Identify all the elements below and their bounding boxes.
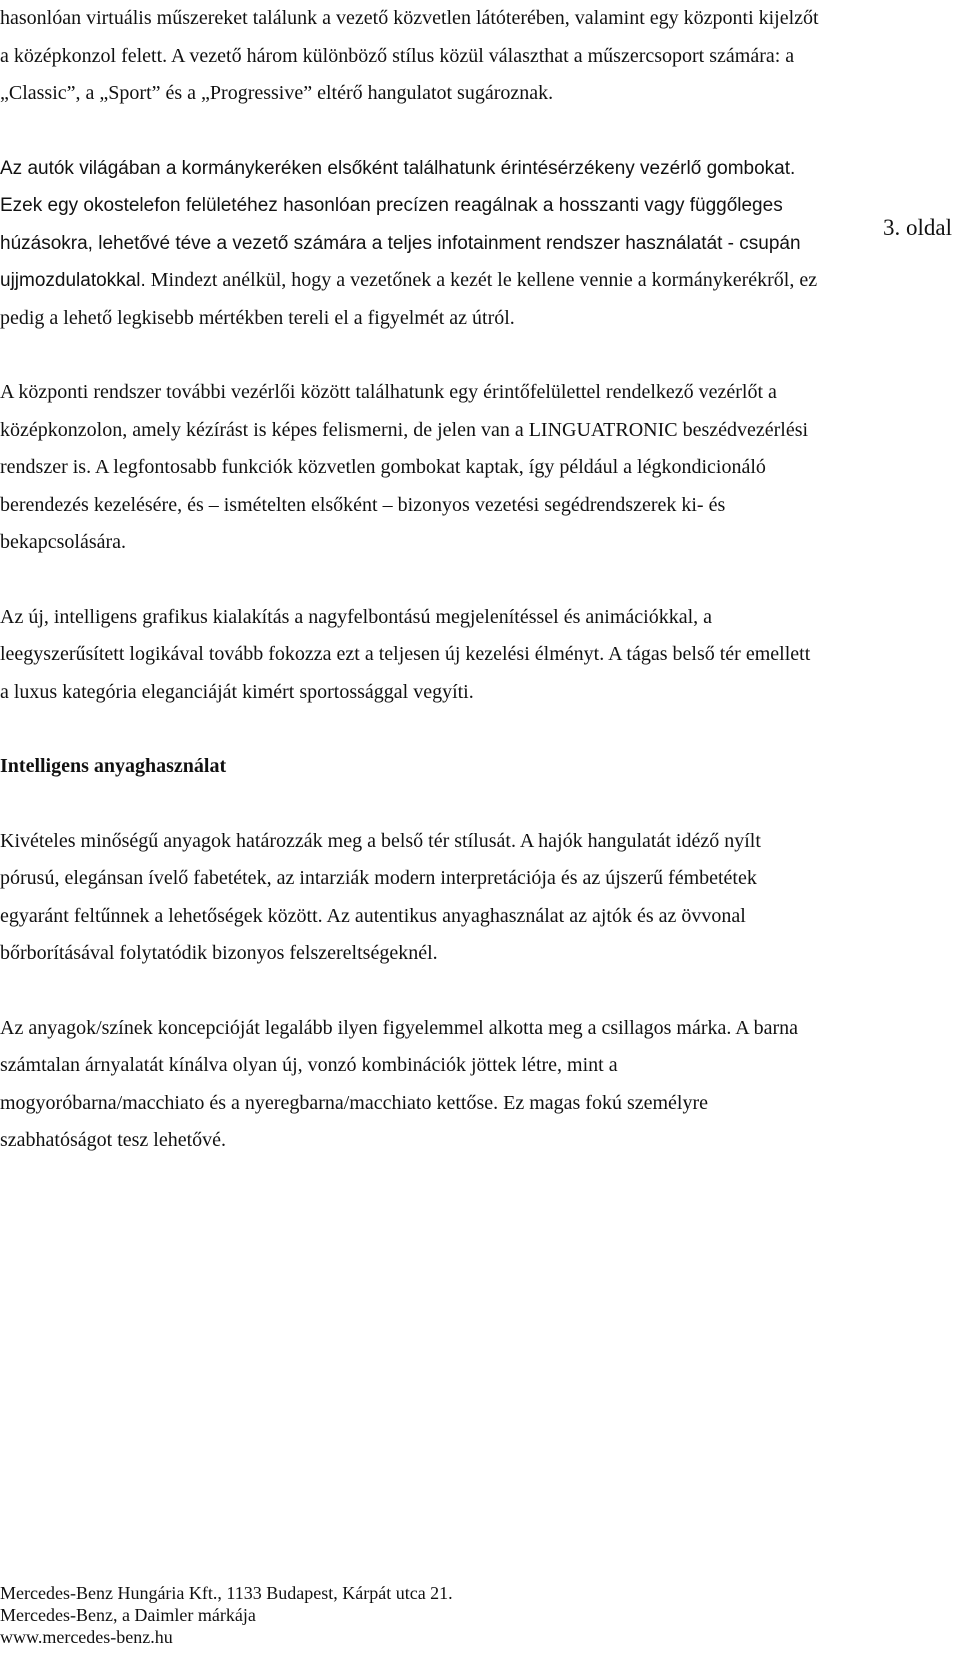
paragraph-gap — [0, 113, 820, 150]
paragraph-gap — [0, 786, 820, 823]
footer — [0, 1582, 453, 1648]
footer-address: Mercedes-Benz Hungária Kft., 1133 Budapest, Kárpát utca 21. — [0, 1583, 453, 1603]
paragraph-gap — [0, 973, 820, 1010]
intro-paragraph: hasonlóan virtuális műszereket találunk a vezető közvetlen látóterében, valamint egy központi kijelzőt a középkonzol felett. A vezető három különböző stílus közül választhat a műszercsoport számára: a „Classic”, a „Sport” és a „Progressive” eltérő hangulatot sugároznak. — [0, 7, 819, 104]
graphic-design-paragraph: Az új, intelligens grafikus kialakítás a nagyfelbontású megjelenítéssel és animációkkal, a leegyszerűsített logikával tovább fokozza ezt a teljesen új kezelési élményt. A tágas belső tér emellett a luxus kategória eleganciáját kimért sportossággal vegyíti. — [0, 605, 811, 703]
touch-controls-serif-text: Mindezt anélkül, hogy a vezetőnek a kezét le kellene vennie a kormánykerékről, ez pedig a lehető legkisebb mértékben tereli el a figyelmét az útról. — [0, 269, 818, 329]
page-number: 3. oldal — [883, 215, 952, 240]
central-system-paragraph: A központi rendszer további vezérlői között találhatunk egy érintőfelülettel rendelkező vezérlőt a középkonzolon, amely kézírást is képes felismerni, de jelen van a LINGUATRONIC beszédvezérlési rendszer is. A legfontosabb funkciók közvetlen gombokat kaptak, így például a légkondicionáló berendezés kezelésére, és – ismételten elsőként – bizonyos vezetési segédrendszerek ki- és bekapcsolására. — [0, 381, 809, 553]
paragraph-gap — [0, 337, 820, 374]
materials-heading: Intelligens anyaghasználat — [0, 755, 227, 777]
footer-website: www.mercedes-benz.hu — [0, 1627, 173, 1647]
touch-controls-sans-text: Az autók világában a kormánykeréken elsőként találhatunk érintésérzékeny vezérlő gombokat. Ezek egy okostelefon felületéhez hasonlóan precízen reagálnak a hosszanti vagy függőleges húzásokra, lehetővé téve a vezető számára a teljes infotainment rendszer használatát - csupán ujjmozdulatokkal. — [0, 157, 801, 291]
colors-paragraph: Az anyagok/színek koncepcióját legalább ilyen figyelemmel alkotta meg a csillagos márka. A barna számtalan árnyalatát kínálva olyan új, vonzó kombinációk jöttek létre, mint a mogyoróbarna/macchiato és a nyeregbarna/macchiato kettőse. Ez magas fokú személyre szabhatóságot tesz lehetővé. — [0, 1016, 799, 1151]
touch-controls-paragraph — [0, 150, 820, 338]
materials-paragraph: Kivételes minőségű anyagok határozzák meg a belső tér stílusát. A hajók hangulatát idéző nyílt pórusú, elegánsan ívelő fabetétek, az intarziák modern interpretációja és az újszerű fémbetétek egyaránt feltűnnek a lehetőségek között. Az autentikus anyaghasználat az ajtók és az övvonal bőrborításával folytatódik bizonyos felszereltségeknél. — [0, 829, 761, 964]
paragraph-gap — [0, 711, 820, 748]
footer-brand: Mercedes-Benz, a Daimler márkája — [0, 1605, 256, 1625]
paragraph-gap — [0, 562, 820, 599]
